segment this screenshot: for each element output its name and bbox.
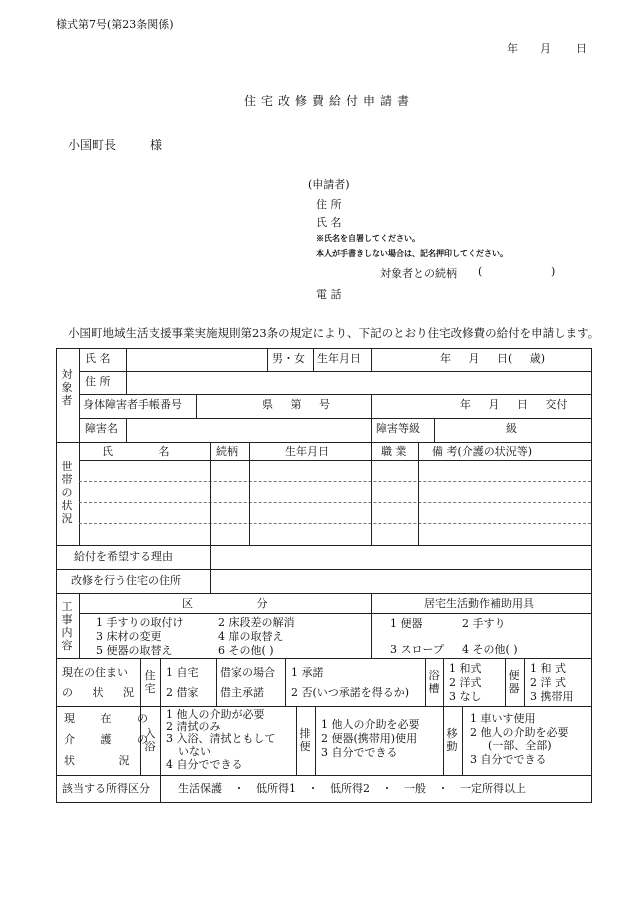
- work-item: 6 その他( ): [218, 644, 274, 657]
- repair-address-label: 改修を行う住宅の住所: [71, 574, 181, 587]
- care-label-2: 介 護 の: [64, 733, 148, 746]
- aid-item: 3 スロープ: [390, 643, 444, 656]
- mobility-option: 1 車いす使用: [470, 712, 536, 725]
- subject-address-label: 住 所: [85, 375, 111, 388]
- excretion-option: 2 便器(携帯用)使用: [321, 732, 418, 745]
- bathing-option: 1 他人の介助が必要: [166, 708, 265, 721]
- work-item: 3 床材の変更: [96, 630, 162, 643]
- household-col-occupation: 職 業: [381, 445, 407, 458]
- date-month: 月: [540, 42, 551, 55]
- disability-label: 障害名: [85, 422, 118, 435]
- house-option: 1 自宅: [166, 666, 199, 679]
- applicant-heading: (申請者): [308, 178, 350, 191]
- reason-label: 給付を希望する理由: [74, 550, 173, 563]
- bathing-label: 入浴: [144, 727, 156, 753]
- toilet-option: 1 和 式: [530, 662, 566, 675]
- excretion-option: 3 自分でできる: [321, 746, 398, 759]
- addressee: 小国町長: [68, 138, 117, 152]
- date-year: 年: [507, 42, 518, 55]
- care-label: 現 在 の: [64, 712, 148, 725]
- handbook-number-label: 身体障害者手帳番号: [83, 398, 182, 411]
- work-item: 1 手すりの取付け: [96, 616, 184, 629]
- care-label-3: 状 況: [64, 754, 130, 767]
- work-col-aids: 居宅生活動作補助用具: [424, 597, 534, 610]
- bathing-option: 4 自分でできる: [166, 758, 243, 771]
- rental-case-label: 借家の場合: [220, 666, 275, 679]
- subject-name-label: 氏 名: [85, 352, 111, 365]
- bathtub-label: 浴槽: [428, 669, 440, 695]
- grade-value: 級: [506, 422, 517, 435]
- landlord-consent-label: 借主承諾: [220, 686, 264, 699]
- consent-option: 1 承諾: [291, 666, 324, 679]
- intro-text: 小国町地域生活支援事業実施規則第23条の規定により、下記のとおり住宅改修費の給付を申請します。: [68, 326, 600, 340]
- birthdate-value: 年 月 日( 歳): [440, 352, 546, 365]
- household-section-label: 世帯の状況: [61, 460, 73, 525]
- bathing-option-cont: いない: [178, 745, 211, 758]
- household-col-birthdate: 生年月日: [285, 445, 329, 458]
- excretion-label: 排便: [299, 727, 311, 753]
- bathing-option: 3 入浴、清拭ともして: [166, 732, 276, 745]
- excretion-option: 1 他人の介助を必要: [321, 718, 420, 731]
- aid-item: 1 便器: [390, 617, 423, 630]
- aid-item: 2 手すり: [462, 617, 506, 630]
- household-col-notes: 備 考(介護の状況等): [432, 445, 533, 458]
- mobility-option: 3 自分でできる: [470, 753, 547, 766]
- toilet-option: 2 洋 式: [530, 676, 566, 689]
- form-number: 様式第7号(第23条関係): [56, 18, 174, 31]
- bathtub-option: 2 洋式: [449, 676, 482, 689]
- housing-label: 現在の住まい: [62, 666, 128, 679]
- handbook-number-value: 県 第 号: [262, 398, 330, 411]
- relation-close: ): [551, 265, 556, 278]
- house-option: 2 借家: [166, 686, 199, 699]
- housing-label-2: の 状 況: [62, 686, 134, 699]
- work-col-category: 区 分: [182, 597, 268, 610]
- relation-label: 対象者との続柄: [380, 267, 457, 280]
- income-category-label: 該当する所得区分: [62, 782, 150, 795]
- aid-item: 4 その他( ): [462, 643, 518, 656]
- toilet-option: 3 携帯用: [530, 690, 574, 703]
- honorific: 様: [150, 138, 163, 152]
- bathtub-option: 3 なし: [449, 690, 482, 703]
- subject-section-label: 対象者: [61, 368, 73, 407]
- mobility-option-cont: (一部、全部): [488, 739, 552, 752]
- relation-open: (: [478, 265, 483, 278]
- applicant-address-label: 住 所: [316, 198, 342, 211]
- work-item: 5 便器の取替え: [96, 644, 173, 657]
- date-day: 日: [576, 42, 587, 55]
- applicant-phone-label: 電 話: [316, 288, 342, 301]
- page-title: 住宅改修費給付申請書: [244, 94, 415, 108]
- income-category-options: 生活保護 ・ 低所得1 ・ 低所得2 ・ 一般 ・ 一定所得以上: [178, 782, 526, 795]
- grade-label: 障害等級: [376, 422, 420, 435]
- issue-date-value: 年 月 日 交付: [460, 398, 568, 411]
- consent-option: 2 否(いつ承諾を得るか): [291, 686, 410, 699]
- birthdate-label: 生年月日: [317, 352, 361, 365]
- signature-note: ※氏名を自署してください。: [316, 233, 420, 243]
- household-col-name: 氏 名: [102, 445, 170, 458]
- work-item: 4 扉の取替え: [218, 630, 284, 643]
- mobility-label: 移動: [446, 727, 458, 753]
- mobility-option: 2 他人の介助を必要: [470, 726, 569, 739]
- house-type-label: 住宅: [144, 669, 156, 695]
- work-item: 2 床段差の解消: [218, 616, 295, 629]
- work-section-label: 工事内容: [61, 600, 73, 652]
- bathing-option: 2 清拭のみ: [166, 720, 221, 733]
- household-col-relation: 続柄: [216, 445, 238, 458]
- applicant-name-label: 氏 名: [316, 216, 342, 229]
- gender-options: 男・女: [272, 352, 305, 365]
- seal-note: 本人が手書きしない場合は、記名押印してください。: [316, 248, 508, 258]
- toilet-label: 便器: [508, 669, 520, 695]
- bathtub-option: 1 和式: [449, 662, 482, 675]
